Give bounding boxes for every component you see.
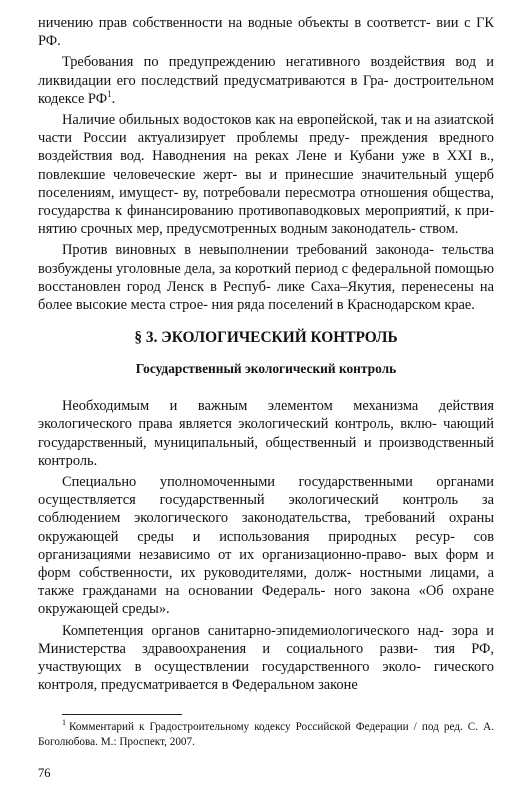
footnote-text: Комментарий к Градостроительному кодексу Российской Федерации / под ред. С. А. Боголюбова. М.: Проспект, 2007. <box>38 721 494 748</box>
section-subheading: Государственный экологический контроль <box>135 361 397 377</box>
page-number: 76 <box>38 766 51 780</box>
paragraph-3: Наличие обильных водостоков как на европейской, так и на азиатской части России актуализирует проблемы преду- преждения вредного воздействия вод. Наводнения на реках Лене и Кубани уже в XXI в., повлекшие человеческие жерт- вы и принесшие значительный ущерб поселениям, имущест- ву, потребовали пересмотра отношения общества, государства к финансированию противопаводковых мероприятий, к при- нятию срочных мер, предусмотренных водным законодатель- ством. <box>38 112 494 238</box>
footnote-divider <box>62 714 182 715</box>
footnote-reference-mark: 1 <box>107 88 112 99</box>
paragraph-4: Против виновных в невыполнении требований законода- тельства возбуждены уголовные дела, за короткий период с федеральной помощью восстановлен город Ленск в Респуб- лике Саха–Якутия, перенесены на более высокие места строе- ния ряда поселений в Краснодарском крае. <box>38 242 494 314</box>
paragraph-5: Необходимым и важным элементом механизма действия экологического права является экологический контроль, вклю- чающий государственный, муниципальный, общественный и производственный контроль. <box>38 398 494 469</box>
paragraph-7: Компетенция органов санитарно-эпидемиологического над- зора и Министерства здравоохранения и социального разви- тия РФ, участвующих в осуществлении государственного эколо- гического контроля, предусматривается в Федеральном законе <box>38 622 494 694</box>
footnote <box>38 720 494 750</box>
paragraph-2-end: . <box>111 90 116 107</box>
paragraph-1: ничению прав собственности на водные объекты в соответст- вии с ГК РФ. <box>38 15 494 50</box>
paragraph-6: Специально уполномоченными государственными органами осуществляется государственный экологический контроль за соблюдением экологического законодательства, требований охраны окружающей среды и использования природных ресур- сов организациями независимо от их организационно-право- вых форм и форм собственности, их руководителями, долж- ностными лицами, а также гражданами на основании Федераль- ного закона «Об охране окружающей среды». <box>38 474 494 618</box>
paragraph-2-text: Требования по предупреждению негативного воздействия вод и ликвидации его последствий предусматриваются в Гра- достроительном кодексе РФ <box>38 54 494 107</box>
page-body <box>38 14 494 695</box>
footnote-mark: 1 <box>62 718 66 727</box>
paragraph-2 <box>38 53 494 108</box>
section-heading: § 3. ЭКОЛОГИЧЕСКИЙ КОНТРОЛЬ <box>134 329 398 347</box>
